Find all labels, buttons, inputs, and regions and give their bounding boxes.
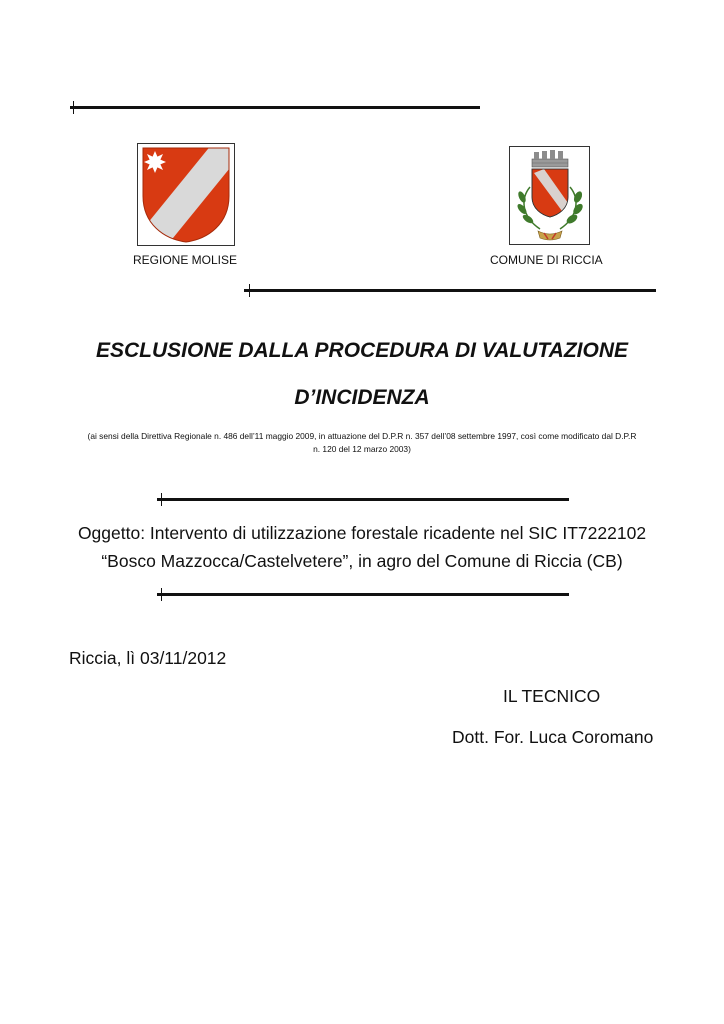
legal-reference-line2: n. 120 del 12 marzo 2003) <box>313 444 411 454</box>
separator-rule-top <box>70 106 480 109</box>
legal-reference-line1: (ai sensi della Direttiva Regionale n. 486 dell’11 maggio 2009, in attuazione del D.P.R n. 357 dell’08 settembre 1997, così come modificato dal D.P.R <box>87 431 637 441</box>
comune-riccia-crest-icon <box>510 147 589 244</box>
separator-tick <box>249 284 250 297</box>
document-title-line2: D’INCIDENZA <box>294 386 430 409</box>
document-title-line1: ESCLUSIONE DALLA PROCEDURA DI VALUTAZIONE <box>95 339 628 362</box>
separator-tick <box>161 588 162 601</box>
regione-molise-caption: REGIONE MOLISE <box>133 253 238 267</box>
separator-rule-subject-top <box>157 498 569 501</box>
separator-rule-header <box>244 289 656 292</box>
separator-rule-subject-bottom <box>157 593 569 596</box>
separator-tick <box>73 101 74 114</box>
place-date: Riccia, lì 03/11/2012 <box>69 648 227 668</box>
comune-riccia-caption: COMUNE DI RICCIA <box>490 253 603 267</box>
subject-line1: Oggetto: Intervento di utilizzazione forestale ricadente nel SIC IT7222102 <box>77 523 647 543</box>
separator-tick <box>161 493 162 506</box>
subject-line2: “Bosco Mazzocca/Castelvetere”, in agro del Comune di Riccia (CB) <box>101 551 623 571</box>
regione-molise-logo <box>137 143 235 246</box>
comune-riccia-logo <box>509 146 590 245</box>
regione-molise-shield-icon <box>138 144 234 245</box>
signatory-name: Dott. For. Luca Coromano <box>452 727 654 747</box>
signatory-role: IL TECNICO <box>503 686 601 706</box>
